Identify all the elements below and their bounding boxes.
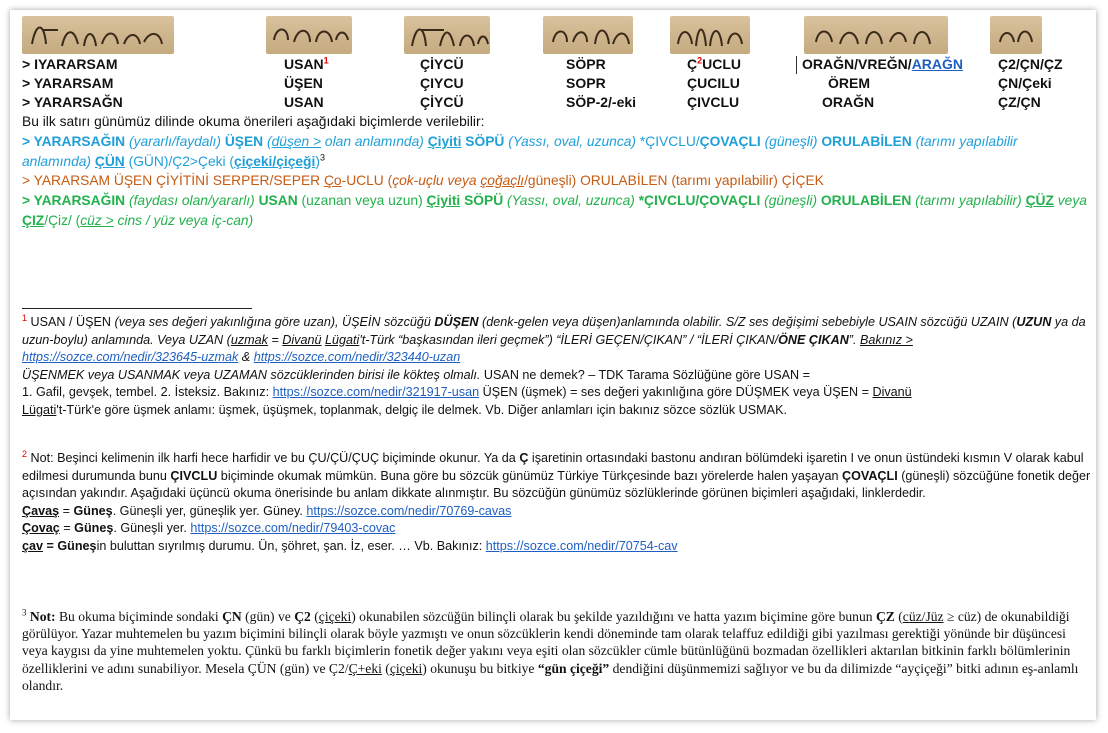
footnote-1: $^1$ USAN / ÜŞEN (veya ses değeri yakınlığına göre uzan), ÜŞEİN sözcüğü DÜŞEN (denk-gelen veya düşen)anlamında olabilir. S/Z ses değişimi sebebiyle USAIN sözcüğü UZAIN (UZUN ya da uzun-boylu) anlamında. Veya UZAN (uzmak = Divanü Lügati't-Türk “başkasından ileri geçmek”) “İLERİ GEÇEN/ÇIKAN” / “İLERİ ÇIKAN/ÖNE ÇIKAN”. Bakınız > https://sozce.com/nedir/323645-uzmak & https://sozce.com/nedir/323440-uzan ÜŞENMEK veya USANMAK veya UZAMAN sözcüklerinden birisi ile kökteş olmalı. USAN ne demek? – TDK Tarama Sözlüğüne göre USAN = 1. Gafil, gevşek, tembel. 2. İsteksiz. Bakınız: https://sozce.com/nedir/321917-usan ÜŞEN (üşmek) = ses değeri yakınlığına göre DÜŞMEK veya ÜŞEN = Divanü Lügati't-Türk'e göre üşmek anlamı: üşmek, üşüşmek, toplanmak, delgiç ile delmek. Vb. Diğer anlamları için bakınız sözce sözlük USMAK.: [22, 312, 1086, 417]
row2-col1: > YARARSAM: [22, 75, 114, 91]
row1-col2: USAN$^1$: [284, 55, 329, 72]
proposal-3: > YARARSAĞIN (faydası olan/yararlı) USAN (uzanan veya uzun) Çiyiti SÖPÜ (Yassı, oval, uzunca) *ÇIVCLU/ÇOVAÇLI (güneşli) ORULABİLEN (tarımı yapılabilir) ÇÜZ veya ÇIZ/Çiz/ (cüz > cins / yüz veya iç-can): [22, 193, 1087, 228]
row3-col4: SÖP-2/-eki: [566, 94, 637, 110]
row1-col1: > IYARARSAM: [22, 56, 118, 72]
intro-text: Bu ilk satırı günümüz dilinde okuma önerileri aşağıdaki biçimlerde verilebilir:: [22, 114, 485, 129]
row1-col6: ORAĞN/VREĞN/ARAĞN: [802, 56, 964, 72]
row2-col6: ÖREM: [828, 75, 870, 91]
row1-col3: ÇİYCÜ: [420, 56, 464, 72]
row2-col2: ÜŞEN: [284, 75, 323, 91]
link-cavas[interactable]: https://sozce.com/nedir/70769-cavas: [306, 503, 512, 518]
glyph-5: [670, 16, 750, 54]
row2-col4: SOPR: [566, 75, 606, 91]
link-usan[interactable]: https://sozce.com/nedir/321917-usan: [272, 385, 480, 400]
footnote-3: $^3$ Not: Bu okuma biçiminde sondaki ÇN (gün) ve Ç2 (çiçeki) okunabilen sözcüğün bilinçli olarak bu şekilde yazıldığını ve hatta yazım biçimine göre bunun ÇZ (cüz/Jüz ≥ cüz) de okunabildiği görülüyor. Yazar muhtemelen bu yazım biçimini bilinçli olarak böyle yazmıştı ve onun sözcüklerin kendi döneminde tam olarak telaffuz edildiği gibi yazılması gerektiği yönünde bir düşüncesi veya kaygısı da yine muhtemelen yoktu. Çünkü bu farklı biçimlerin fonetik değer yakını veya eşiti olan sözcükler cümle bütünlüğünü bozmadan özellikleri aktarılan bitkinin farklı bölümlerinin özelliklerini ve adını sunabiliyor. Mesela ÇÜN (gün) ve Ç2/Ç+eki (çiçeki) okunuşu bu bitkiye “gün çiçeği” dendiğini düşünmemizi sağlıyor ve bu da dilimizde “ayçiçeği” bitki adının eş-anlamlı olandır.: [22, 607, 1079, 693]
proposal-1: > YARARSAĞIN (yararlı/faydalı) ÜŞEN (düşen > olan anlamında) Çiyiti SÖPÜ (Yassı, oval, uzunca) *ÇIVCLU/ÇOVAÇLI (güneşli) ORULABİLEN (tarımı yapılabilir anlamında) ÇÜN (GÜN)/Ç2>Çeki (çiçeki/çiçeği)$^3$: [22, 134, 1018, 169]
glyph-7: [990, 16, 1042, 54]
link-cav[interactable]: https://sozce.com/nedir/70754-cav: [485, 538, 678, 553]
document-page: [10, 10, 1096, 720]
glyph-6: [804, 16, 948, 54]
link-covac[interactable]: https://sozce.com/nedir/79403-covac: [190, 521, 396, 536]
row3-col1: > YARARSAĞN: [22, 94, 123, 110]
manuscript-glyph-row: [10, 16, 1096, 56]
row3-col6: ORAĞN: [822, 94, 875, 110]
link-uzmak[interactable]: https://sozce.com/nedir/323645-uzmak: [22, 350, 239, 365]
proposal-2: > YARARSAM ÜŞEN ÇİYİTİNİ SERPER/SEPER Ço-UCLU (çok-uçlu veya çoğaçlı/güneşli) ORULABİLEN (tarımı yapılabilir) ÇİÇEK: [22, 173, 824, 188]
row1-col4: SÖPR: [566, 56, 606, 72]
row2-col3: ÇIYCU: [420, 75, 464, 91]
link-uzan[interactable]: https://sozce.com/nedir/323440-uzan: [253, 350, 461, 365]
footnote-divider: [22, 308, 252, 309]
glyph-1: [22, 16, 174, 54]
glyph-2: [266, 16, 352, 54]
footnote-2: $^2$ Not: Beşinci kelimenin ilk harfi hece harfidir ve bu ÇU/ÇÜ/ÇUÇ biçiminde okunur. Ya da Ç işaretinin ortasındaki bastonu andıran bölümdeki işaretin I ve onun üstündeki kısmın V olarak kabul edilmesi durumunda bunu ÇIVCLU biçiminde okumak mümkün. Buna göre bu sözcük günümüz Türkiye Türkçesinde bazı yörelerde halen yaşayan ÇOVAÇLI (güneşli) sözcüğüne fonetik değer açısından yakındır. Aşağıdaki üçüncü okuma önerisinde bu anlam dikkate alınmıştır. Bu sözcüğün günümüz sözlüklerinde görünen biçimleri aşağıdaki, linklerdedir. Çavaş = Güneş. Güneşli yer, güneşlik yer. Güney. https://sozce.com/nedir/70769-cavas Çovaç = Güneş. Güneşli yer. https://sozce.com/nedir/79403-covac çav = Güneşin buluttan sıyrılmış durumu. Ün, şöhret, şan. İz, eser. … Vb. Bakınız: https://sozce.com/nedir/70754-cav: [22, 448, 1091, 553]
row2-col5: ÇUCILU: [687, 75, 740, 91]
row3-col7: ÇZ/ÇN: [998, 94, 1041, 110]
glyph-3: [404, 16, 490, 54]
cursor-separator: [796, 56, 797, 74]
row1-col7: Ç2/ÇN/ÇZ: [998, 56, 1063, 72]
row3-col5: ÇIVCLU: [687, 94, 740, 110]
row3-col2: USAN: [284, 94, 324, 110]
row3-col3: ÇİYCÜ: [420, 94, 464, 110]
row2-col7: ÇN/Çeki: [998, 75, 1052, 91]
row1-col5: $Ç^2UCLU$: [687, 55, 742, 72]
glyph-4: [543, 16, 633, 54]
